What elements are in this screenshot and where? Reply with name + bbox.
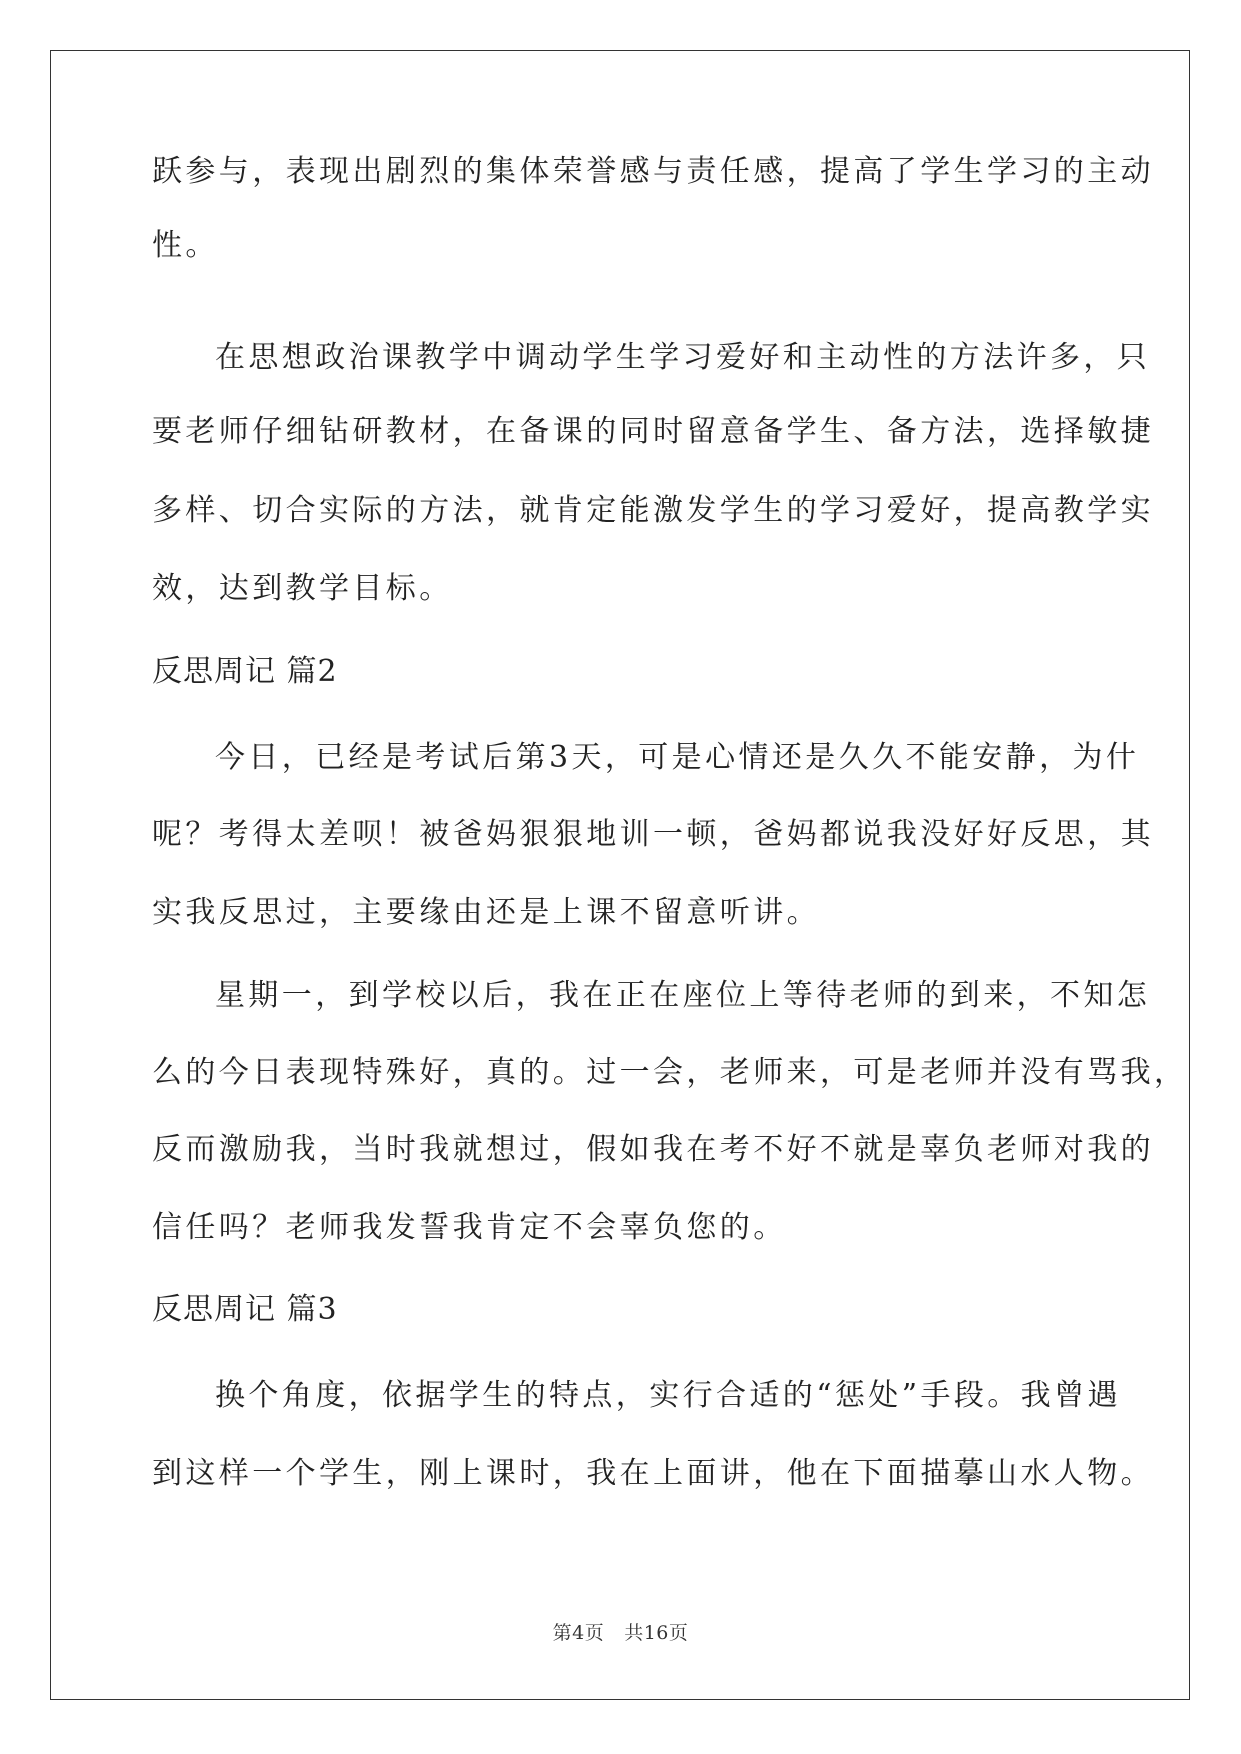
section-heading: 反思周记 篇3: [152, 1292, 338, 1327]
paragraph-line: 到这样一个学生，刚上课时，我在上面讲，他在下面描摹山水人物。: [152, 1456, 1154, 1491]
paragraph-line: 反而激励我，当时我就想过，假如我在考不好不就是辜负老师对我的: [152, 1132, 1154, 1167]
paragraph-line: 换个角度，依据学生的特点，实行合适的“惩处”手段。我曾遇: [215, 1378, 1121, 1413]
paragraph-line: 信任吗？老师我发誓我肯定不会辜负您的。: [152, 1210, 787, 1245]
paragraph-line: 跃参与，表现出剧烈的集体荣誉感与责任感，提高了学生学习的主动: [152, 154, 1154, 189]
paragraph-line: 么的今日表现特殊好，真的。过一会，老师来，可是老师并没有骂我，: [152, 1055, 1188, 1090]
paragraph-line: 性。: [152, 228, 219, 263]
section-heading: 反思周记 篇2: [152, 654, 338, 689]
paragraph-line: 实我反思过，主要缘由还是上课不留意听讲。: [152, 895, 820, 930]
page-total: 共16页: [624, 1622, 689, 1644]
paragraph-line: 多样、切合实际的方法，就肯定能激发学生的学习爱好，提高教学实: [152, 493, 1154, 528]
page-footer: [0, 1618, 1241, 1645]
paragraph-line: 呢？考得太差呗！被爸妈狠狠地训一顿，爸妈都说我没好好反思，其: [152, 817, 1154, 852]
page-frame: [50, 50, 1190, 1700]
paragraph-line: 在思想政治课教学中调动学生学习爱好和主动性的方法许多，只: [215, 340, 1151, 375]
page-number: 第4页: [552, 1622, 605, 1644]
paragraph-line: 星期一，到学校以后，我在正在座位上等待老师的到来，不知怎: [215, 978, 1151, 1013]
paragraph-line: 要老师仔细钻研教材，在备课的同时留意备学生、备方法，选择敏捷: [152, 414, 1154, 449]
paragraph-line: 效，达到教学目标。: [152, 571, 453, 606]
paragraph-line: 今日，已经是考试后第3天，可是心情还是久久不能安静，为什: [215, 740, 1140, 775]
